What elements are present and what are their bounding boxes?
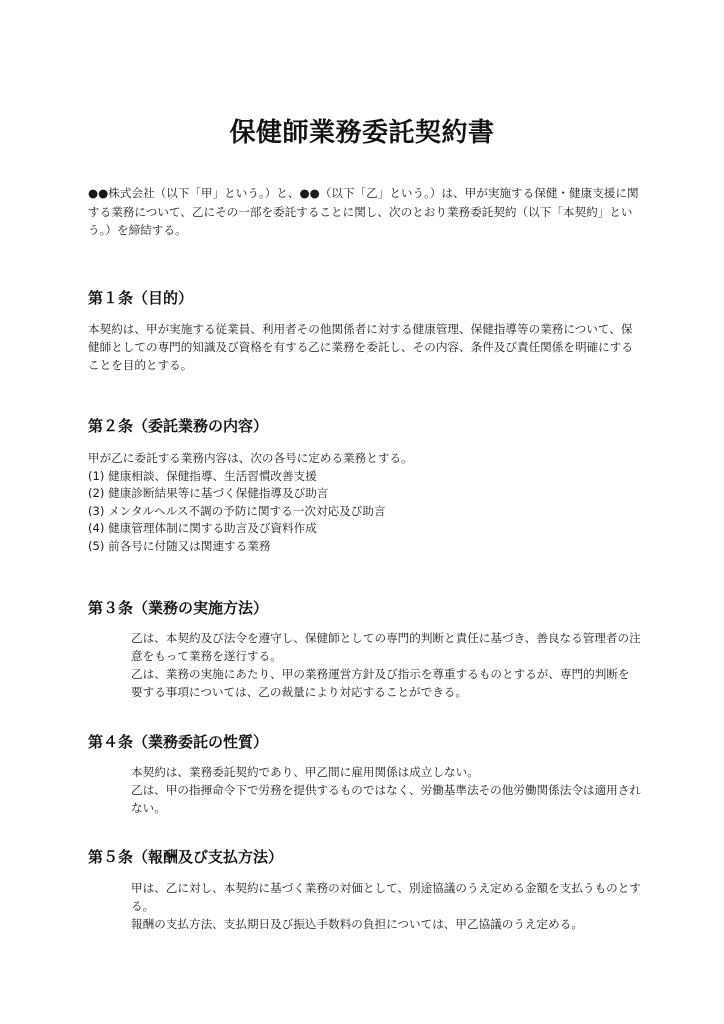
article-4-heading: 第４条（業務委託の性質） [88, 733, 269, 751]
article-2-heading: 第２条（委託業務の内容） [88, 417, 269, 435]
article-2-lead: 甲が乙に委託する業務内容は、次の各号に定める業務とする。 [88, 451, 413, 465]
article-3-paragraph-2: 乙は、業務の実施にあたり、甲の業務運営方針及び指示を尊重するものとするが、専門的判断を要する事項については、乙の裁量により対応することができる。 [131, 667, 630, 699]
article-4-body [131, 763, 641, 817]
article-5-paragraph-2: 報酬の支払方法、支払期日及び振込手数料の負担については、甲乙協議のうえ定める。 [131, 917, 583, 931]
article-5-paragraph-1: 甲は、乙に対し、本契約に基づく業務の対価として、別途協議のうえ定める金額を支払うものとする。 [131, 881, 641, 913]
article-4-paragraph-2: 乙は、甲の指揮命令下で労務を提供するものではなく、労働基準法その他労働関係法令は適用されない。 [131, 783, 641, 815]
article-5-body [131, 879, 641, 933]
article-3-paragraph-1: 乙は、本契約及び法令を遵守し、保健師としての専門的判断と責任に基づき、善良なる管理者の注意をもって業務を遂行する。 [131, 631, 641, 663]
list-item: (4) 健康管理体制に関する助言及び資料作成 [88, 521, 317, 536]
list-item: (5) 前各号に付随又は関連する業務 [88, 538, 271, 553]
article-5-heading: 第５条（報酬及び支払方法） [88, 848, 284, 866]
article-4-paragraph-1: 本契約は、業務委託契約であり、甲乙間に雇用関係は成立しない。 [131, 765, 479, 779]
article-1-body: 本契約は、甲が実施する従業員、利用者その他関係者に対する健康管理、保健指導等の業務について、保健師としての専門的知識及び資格を有する乙に業務を委託し、その内容、条件及び責任関係を明確にすることを目的とする。 [88, 322, 633, 372]
list-item: (1) 健康相談、保健指導、生活習慣改善支援 [88, 468, 317, 483]
list-item: (2) 健康診断結果等に基づく保健指導及び助言 [88, 486, 329, 501]
list-item: (3) メンタルヘルス不調の予防に関する一次対応及び助言 [88, 503, 386, 518]
article-1-heading: 第１条（目的） [88, 289, 194, 307]
document-title: 保健師業務委託契約書 [229, 118, 495, 148]
intro-paragraph: ●●株式会社（以下「甲」という。）と、●●（以下「乙」という。）は、甲が実施する保健・健康支援に関する業務について、乙にその一部を委託することに関し、次のとおり業務委託契約（以下「本契約」という。）を締結する。 [88, 186, 639, 237]
article-2-list [88, 450, 640, 556]
article-3-body [131, 629, 641, 701]
article-3-heading: 第３条（業務の実施方法） [88, 599, 269, 617]
